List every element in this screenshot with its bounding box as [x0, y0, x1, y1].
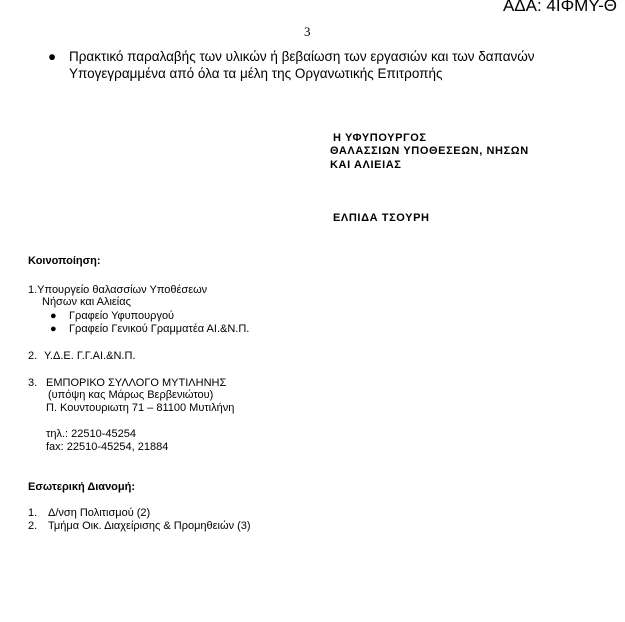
recipient-3-line-3: Π. Κουντουριωτη 71 – 81100 Μυτιλήνη [46, 402, 235, 414]
top-bullet-line-1: Πρακτικό παραλαβής των υλικών ή βεβαίωση των εργασιών και των δαπανών [69, 49, 535, 64]
signature-title-line-1: Η ΥΦΥΠΟΥΡΓΟΣ [333, 132, 427, 144]
recipient-1-sub-1: ● Γραφείο Υφυπουργού [50, 310, 175, 322]
recipient-1-line-1: 1.Υπουργείο θαλασσίων Υποθέσεων [28, 284, 208, 296]
internal-item-2-number: 2. [28, 520, 38, 532]
recipient-1-sub-2: ● Γραφείο Γενικού Γραμματέα ΑΙ.&Ν.Π. [50, 323, 250, 335]
recipient-1-line-2: Νήσων και Αλιείας [42, 296, 131, 308]
bullet-icon: ● [50, 323, 57, 335]
recipient-3-number: 3. [28, 377, 38, 389]
internal-distribution-heading: Εσωτερική Διανομή: [28, 481, 136, 493]
signatory-name: ΕΛΠΙΔΑ ΤΣΟΥΡΗ [333, 212, 430, 224]
page-number: 3 [304, 24, 311, 39]
koinopoiisi-heading: Κοινοποίηση: [28, 255, 101, 267]
top-bullet-line-2: Υπογεγραμμένα από όλα τα μέλη της Οργανωτικής Επιτροπής [69, 66, 443, 81]
internal-item-1-number: 1. [28, 507, 38, 519]
ada-code: ΑΔΑ: 4ΙΦΜΥ-Θ [502, 0, 617, 15]
signature-title-line-2: ΘΑΛΑΣΣΙΩΝ ΥΠΟΘΕΣΕΩΝ, ΝΗΣΩΝ [330, 145, 529, 157]
recipient-3-tel: τηλ.: 22510-45254 [46, 428, 136, 440]
recipient-3-line-1: ΕΜΠΟΡΙΚΟ ΣΥΛΛΟΓΟ ΜΥΤΙΛΗΝΗΣ [46, 377, 227, 389]
internal-item-1-text: Δ/νση Πολιτισμού (2) [48, 507, 151, 519]
recipient-2-number: 2. [28, 350, 38, 362]
recipient-3-line-2: (υπόψη κας Μάρως Βερβενιώτου) [48, 389, 214, 401]
bullet-icon: ● [50, 310, 57, 322]
signature-title-line-3: ΚΑΙ ΑΛΙΕΙΑΣ [330, 159, 402, 171]
internal-item-2-text: Τμήμα Οικ. Διαχείρισης & Προμηθειών (3) [48, 520, 251, 532]
recipient-2-text: Υ.Δ.Ε. Γ.Γ.ΑΙ.&Ν.Π. [44, 350, 136, 362]
bullet-icon: ● [48, 49, 57, 64]
recipient-3-fax: fax: 22510-45254, 21884 [46, 441, 169, 453]
